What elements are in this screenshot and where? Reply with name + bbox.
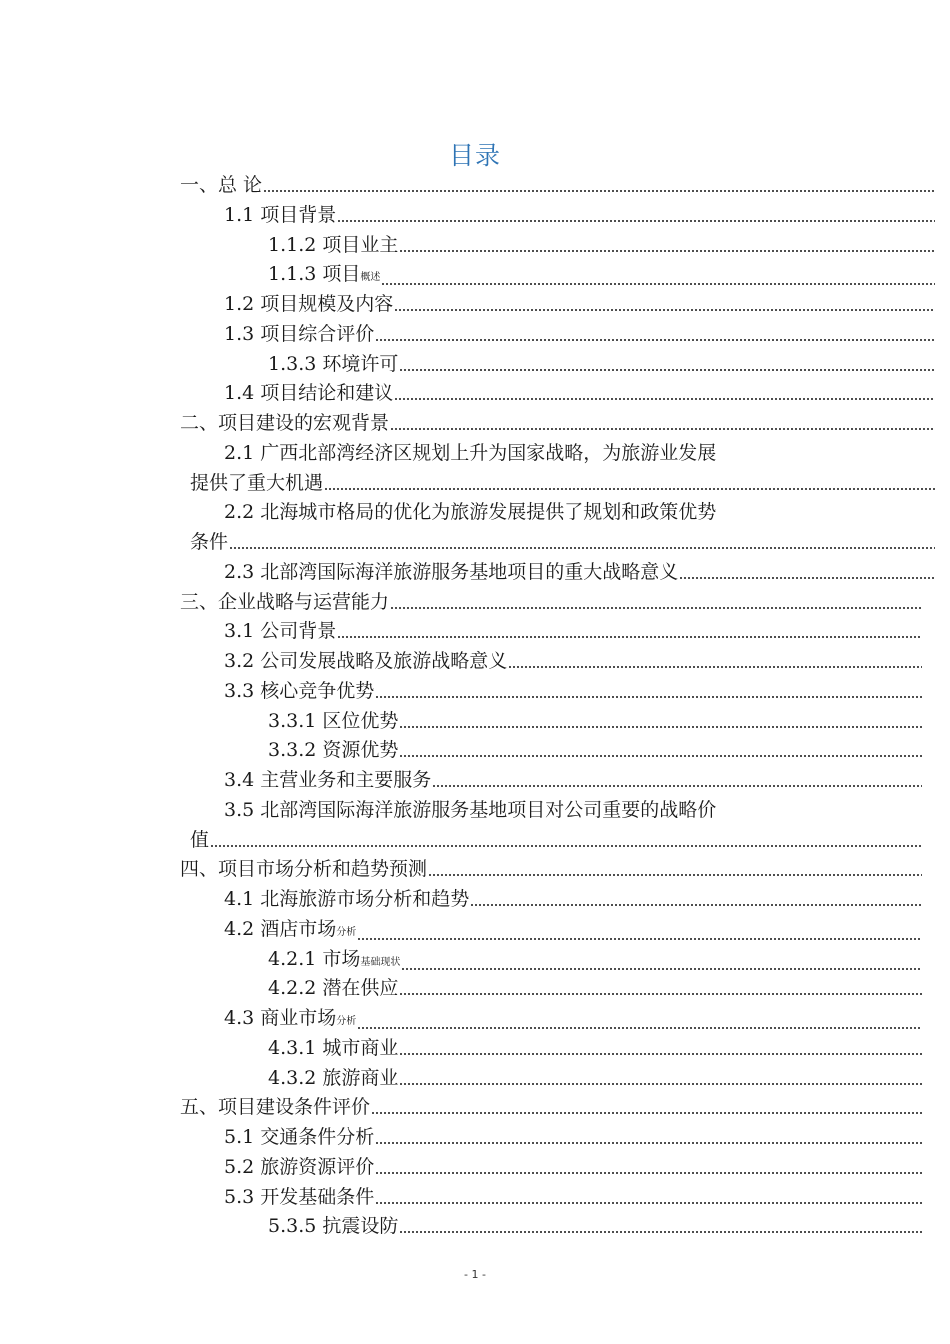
toc-leader-dots	[679, 576, 935, 580]
toc-leader-dots	[432, 784, 922, 788]
toc-entry-number: 4.2	[224, 917, 255, 940]
toc-entry[interactable]	[268, 948, 922, 974]
toc-leader-dots	[375, 1141, 922, 1145]
toc-leader-dots	[210, 844, 922, 848]
toc-entry-label	[268, 234, 398, 256]
toc-entry-text: 北海旅游市场分析和趋势	[260, 888, 470, 910]
toc-entry[interactable]	[268, 263, 935, 289]
toc-entry-number: 2.1	[224, 441, 255, 464]
toc-title: 目录	[448, 141, 501, 170]
toc-entry[interactable]	[180, 591, 922, 613]
toc-entry-number: 4.2.2	[268, 977, 317, 1000]
toc-entry-number: 1.1.3	[268, 263, 317, 286]
toc-entry-label	[224, 323, 374, 345]
toc-entry-number: 5.1	[224, 1126, 255, 1148]
toc-entry[interactable]	[190, 829, 922, 851]
toc-entry-text: 项目结论和建议	[260, 382, 394, 405]
toc-entry[interactable]	[268, 234, 935, 256]
toc-entry-label	[224, 204, 336, 226]
toc-entry-label	[268, 1037, 398, 1059]
toc-entry-number: 3.2	[224, 650, 255, 672]
toc-leader-dots	[375, 338, 935, 342]
toc-leader-dots	[399, 725, 922, 729]
toc-entry-label	[268, 1067, 398, 1089]
toc-entry[interactable]	[224, 1007, 922, 1033]
toc-entry[interactable]	[268, 353, 935, 375]
toc-entry-text: 交通条件分析	[260, 1126, 375, 1148]
toc-entry-label	[180, 174, 262, 196]
toc-entry-label	[224, 769, 431, 791]
toc-entry[interactable]	[268, 1215, 922, 1237]
toc-entry-text: 酒店市场	[260, 917, 337, 940]
toc-entry-text: 项目建设的宏观背景	[218, 412, 390, 434]
toc-entry-number: 3.5	[224, 798, 255, 821]
toc-entry-label	[180, 858, 427, 880]
toc-entry-number: 3.4	[224, 769, 255, 791]
toc-entry-label	[224, 293, 393, 315]
toc-entry-number: 3.3	[224, 679, 255, 702]
toc-entry-number: 1.3	[224, 322, 255, 345]
toc-leader-dots	[324, 487, 935, 491]
toc-entry[interactable]	[224, 620, 922, 642]
toc-entry-number: 三、	[180, 590, 219, 613]
toc-entry[interactable]	[190, 472, 935, 494]
toc-entry-number: 5.3.5	[268, 1215, 317, 1238]
toc-leader-dots	[357, 937, 922, 941]
toc-leader-dots	[371, 1111, 922, 1115]
toc-entry-text: 项目规模及内容	[260, 293, 394, 315]
toc-leader-dots	[399, 249, 935, 253]
toc-leader-dots	[390, 427, 935, 431]
toc-entry[interactable]	[224, 204, 935, 226]
toc-entry[interactable]	[224, 293, 935, 315]
toc-entry-number: 5.3	[224, 1185, 255, 1208]
toc-leader-dots	[399, 1052, 922, 1056]
toc-entry-label	[224, 1156, 374, 1178]
toc-entry-label	[224, 561, 678, 583]
toc-leader-dots	[229, 546, 935, 550]
toc-entry-number: 4.2.1	[268, 947, 317, 970]
toc-entry-number: 四、	[180, 858, 219, 881]
toc-entry-label	[268, 263, 380, 289]
toc-leader-dots	[390, 606, 922, 610]
toc-entry-text: 项目	[322, 263, 361, 286]
toc-entry-number: 3.1	[224, 620, 255, 643]
toc-entry[interactable]	[180, 858, 922, 880]
toc-leader-dots	[375, 695, 922, 699]
toc-entry-text: 条件	[190, 531, 229, 553]
toc-entry-number: 五、	[180, 1096, 219, 1119]
toc-entry-text: 项目业主	[322, 233, 399, 256]
toc-entry-text: 北部湾国际海洋旅游服务基地项目对公司重要的战略价	[260, 798, 717, 821]
toc-leader-dots	[470, 903, 922, 907]
toc-entry-text: 抗震设防	[322, 1215, 399, 1238]
toc-entry-text: 潜在供应	[322, 977, 399, 1000]
toc-entry-text: 广西北部湾经济区规划上升为国家战略，为旅游业发展	[260, 441, 717, 464]
toc-entry-number: 2.3	[224, 560, 255, 583]
toc-leader-dots	[508, 665, 922, 669]
toc-entry[interactable]	[224, 918, 922, 944]
toc-entry[interactable]	[268, 739, 922, 761]
toc-entry-text: 项目综合评价	[260, 322, 375, 345]
toc-entry[interactable]	[268, 1037, 922, 1059]
toc-leader-dots	[394, 397, 935, 401]
toc-entry-label	[268, 353, 398, 375]
toc-entry-text: 市场	[322, 947, 361, 970]
toc-entry-label	[224, 1007, 356, 1033]
toc-leader-dots	[375, 1171, 922, 1175]
toc-entry-text: 旅游资源评价	[260, 1155, 375, 1178]
toc-entry[interactable]	[180, 174, 935, 196]
toc-entry-label	[224, 620, 336, 642]
toc-entry-number: 1.1.2	[268, 233, 317, 256]
toc-leader-dots	[375, 1201, 922, 1205]
toc-entry-label	[190, 531, 228, 553]
toc-entry-label	[224, 1186, 374, 1208]
toc-entry-label	[190, 472, 323, 494]
toc-entry[interactable]	[224, 888, 922, 910]
toc-leader-dots	[399, 992, 922, 996]
toc-entry-label	[268, 948, 400, 974]
toc-entry-label	[224, 918, 356, 944]
toc-leader-dots	[399, 754, 922, 758]
toc-entry-text: 开发基础条件	[260, 1185, 375, 1208]
toc-entry[interactable]	[268, 710, 922, 732]
toc-entry-label	[224, 650, 507, 672]
page-number: - 1 -	[464, 1268, 486, 1281]
toc-entry-text: 企业战略与运营能力	[218, 590, 390, 613]
toc-entry[interactable]	[224, 1156, 922, 1178]
toc-entry-text: 公司发展战略及旅游战略意义	[260, 650, 508, 672]
toc-entry-label	[180, 591, 389, 613]
toc-entry[interactable]	[224, 769, 922, 791]
toc-entry-number: 3.3.1	[268, 709, 317, 732]
toc-entry[interactable]	[224, 650, 922, 672]
toc-entry-number: 一、	[180, 174, 219, 196]
toc-entry-label	[224, 501, 716, 523]
toc-entry-label	[190, 829, 209, 851]
toc-entry[interactable]	[224, 382, 935, 404]
toc-entry-text: 商业市场	[260, 1007, 337, 1029]
toc-entry-label	[268, 710, 398, 732]
toc-entry-number: 1.2	[224, 293, 255, 315]
toc-entry-text: 值	[190, 828, 210, 851]
toc-entry[interactable]	[224, 1126, 922, 1148]
toc-entry[interactable]	[224, 680, 922, 702]
toc-entry-text: 区位优势	[322, 709, 399, 732]
toc-entry-number: 4.1	[224, 888, 255, 910]
toc-entry-text: 资源优势	[322, 739, 399, 762]
toc-entry[interactable]	[180, 1096, 922, 1118]
toc-entry-label	[224, 680, 374, 702]
toc-entry-number: 4.3.2	[268, 1066, 317, 1089]
toc-entry[interactable]	[224, 501, 935, 523]
toc-entry-number: 4.3	[224, 1007, 255, 1029]
toc-entry-label	[224, 1126, 374, 1148]
toc-entry[interactable]	[224, 323, 935, 345]
toc-entry-text: 项目建设条件评价	[218, 1096, 371, 1119]
toc-entry-text: 旅游商业	[322, 1066, 399, 1089]
toc-entry-text: 总 论	[218, 174, 263, 196]
toc-entry-label	[224, 799, 716, 821]
toc-leader-dots	[263, 189, 935, 193]
toc-leader-dots	[337, 635, 922, 639]
toc-entry-label	[268, 977, 398, 999]
toc-entry-number: 2.2	[224, 501, 255, 524]
toc-leader-dots	[399, 1230, 922, 1234]
toc-entry-subtext: 分析	[336, 1016, 357, 1027]
toc-leader-dots	[381, 282, 935, 286]
toc-entry-number: 1.1	[224, 203, 255, 226]
toc-leader-dots	[399, 1082, 922, 1086]
toc-entry-label	[180, 412, 389, 434]
toc-entry-text: 公司背景	[260, 620, 337, 643]
toc-entry[interactable]	[268, 977, 922, 999]
toc-entry[interactable]	[224, 442, 935, 464]
toc-entry-number: 5.2	[224, 1155, 255, 1178]
toc-entry-text: 主营业务和主要服务	[260, 769, 432, 791]
toc-entry[interactable]	[224, 561, 935, 583]
toc-entry-label	[224, 442, 716, 464]
toc-entry-label	[224, 888, 469, 910]
toc-leader-dots	[428, 873, 922, 877]
toc-entry[interactable]	[224, 799, 922, 821]
toc-entry-text: 项目市场分析和趋势预测	[218, 858, 428, 881]
toc-leader-dots	[357, 1026, 922, 1030]
toc-entry[interactable]	[180, 412, 935, 434]
toc-entry-text: 提供了重大机遇	[190, 471, 324, 494]
toc-entry[interactable]	[268, 1067, 922, 1089]
toc-entry[interactable]	[224, 1186, 922, 1208]
toc-entry-text: 北部湾国际海洋旅游服务基地项目的重大战略意义	[260, 560, 679, 583]
toc-entry-text: 北海城市格局的优化为旅游发展提供了规划和政策优势	[260, 501, 717, 524]
toc-entry-label	[268, 739, 398, 761]
toc-entry-text: 环境许可	[322, 352, 399, 375]
toc-leader-dots	[337, 219, 935, 223]
toc-entry-label	[224, 382, 393, 404]
toc-entry-number: 二、	[180, 412, 219, 434]
toc-entry[interactable]	[190, 531, 935, 553]
toc-entry-number: 3.3.2	[268, 739, 317, 762]
toc-entry-subtext: 分析	[336, 926, 357, 938]
toc-entry-subtext: 基础现状	[360, 956, 401, 968]
toc-entry-number: 1.3.3	[268, 352, 317, 375]
toc-entry-number: 1.4	[224, 382, 255, 405]
toc-entry-text: 城市商业	[322, 1036, 399, 1059]
toc-entry-text: 项目背景	[260, 203, 337, 226]
toc-leader-dots	[399, 368, 935, 372]
toc-entry-subtext: 概述	[360, 272, 381, 284]
toc-entry-label	[180, 1096, 370, 1118]
toc-leader-dots	[394, 308, 935, 312]
toc-entry-label	[268, 1215, 398, 1237]
toc-entry-number: 4.3.1	[268, 1036, 317, 1059]
toc-leader-dots	[401, 967, 922, 971]
toc-entry-text: 核心竞争优势	[260, 679, 375, 702]
